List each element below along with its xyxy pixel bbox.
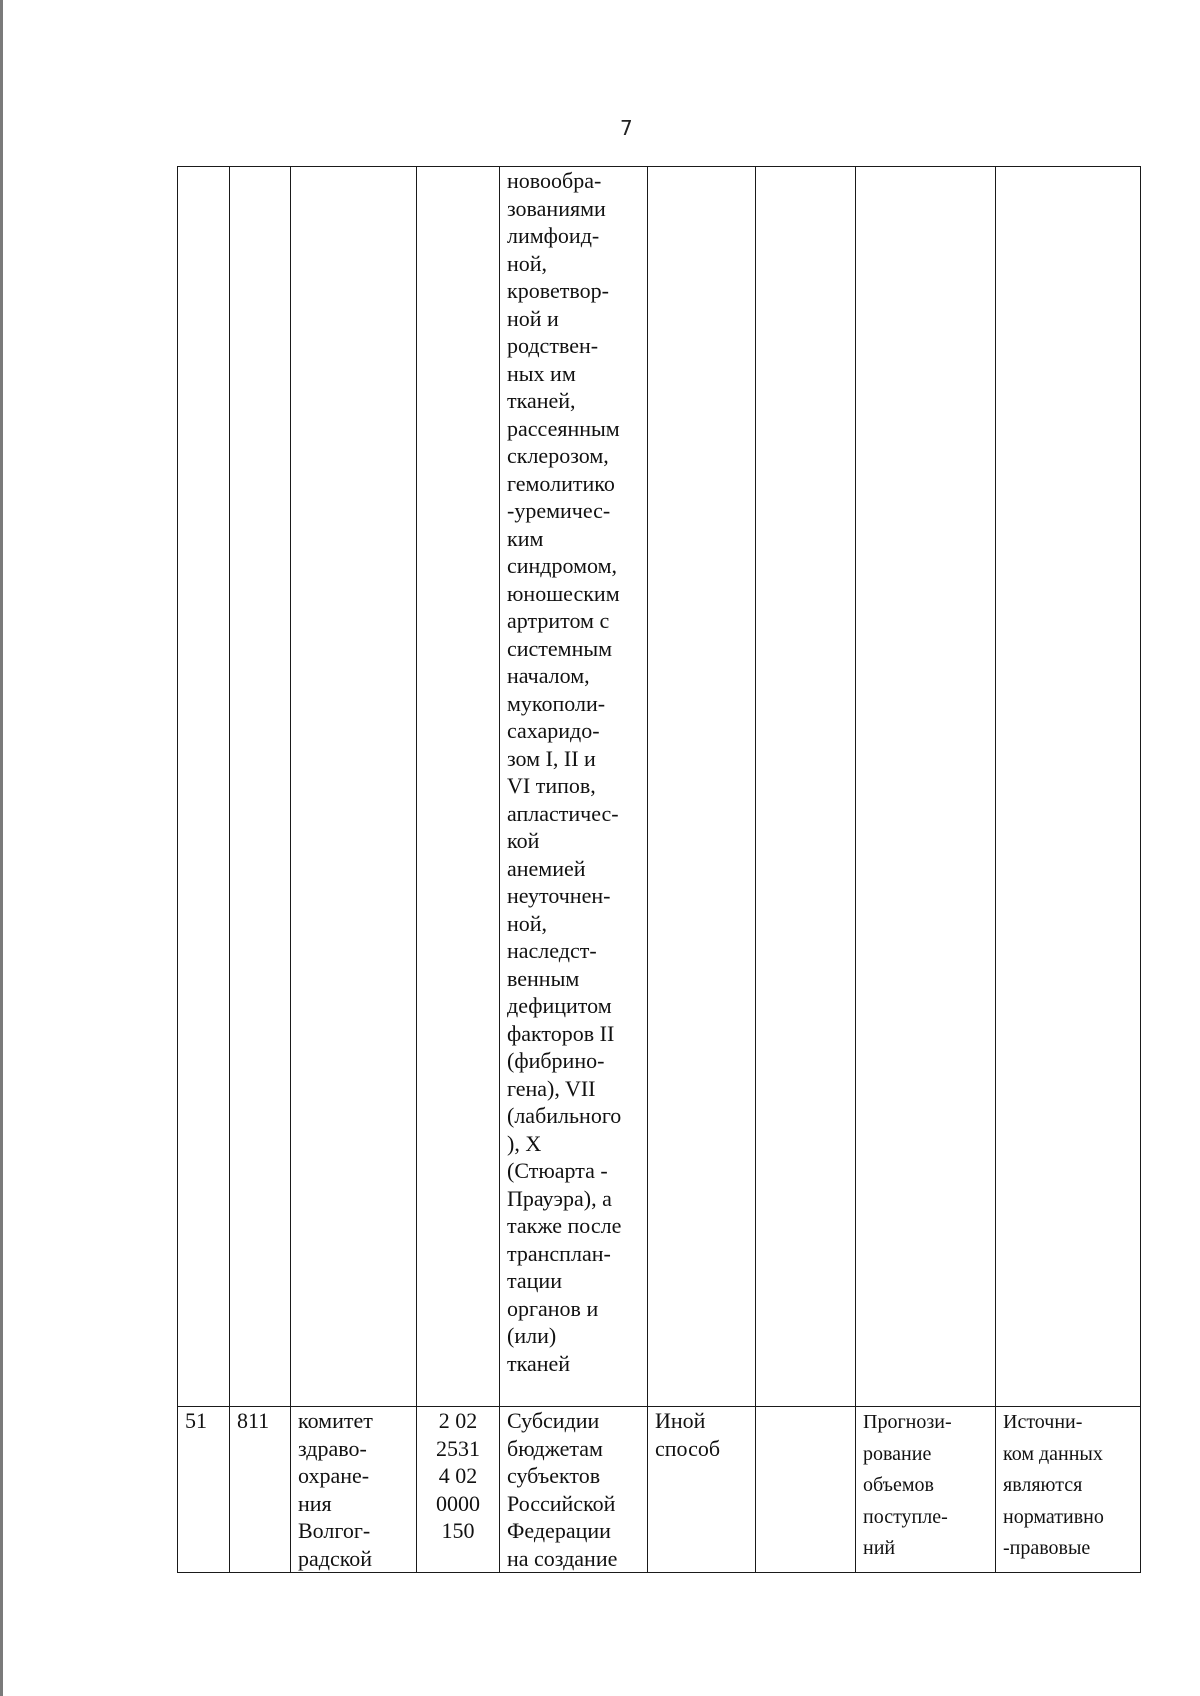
admin-name: комитет здраво- охране- ния Волгог- радской — [298, 1408, 373, 1571]
cell-revenue-name — [500, 1407, 648, 1573]
cell-revenue-name — [500, 167, 648, 1407]
cell-description — [996, 167, 1141, 1407]
forecast-method: Иной способ — [655, 1408, 721, 1461]
table-row-continuation — [178, 167, 1141, 1407]
page-number: 7 — [620, 116, 633, 140]
cell-method — [648, 167, 756, 1407]
algorithm: Прогнози- рование объемов поступле- ний — [863, 1411, 952, 1559]
cell-admin-code — [230, 1407, 291, 1573]
admin-code: 811 — [237, 1408, 270, 1433]
cell-algorithm — [856, 1407, 996, 1573]
cell-num — [178, 167, 230, 1407]
cell-formula — [756, 1407, 856, 1573]
cell-method — [648, 1407, 756, 1573]
revenue-name-continued-text: новообра- зованиями лимфоид- ной, кроветвор- ной и родствен- ных им тканей, рассеянным склерозом, гемолитико -уремичес- ким синдромом, юношеским артритом с системным началом, мукополи- сахаридо- зом I, II и VI типов, апластичес- кой анемией неуточнен- ной, наследст- венным дефицитом факторов II (фибрино- гена), VII (лабильного ), X (Стюарта - Прауэра), а также после трансплан- тации органов и (или) тканей — [507, 168, 622, 1376]
table-row-51 — [178, 1407, 1141, 1573]
cell-admin-name — [291, 1407, 417, 1573]
revenue-name: Субсидии бюджетам субъектов Российской Федерации на создание — [507, 1408, 618, 1571]
cell-algorithm — [856, 167, 996, 1407]
cell-description — [996, 1407, 1141, 1573]
scan-left-edge — [0, 0, 3, 1696]
cell-kbk — [417, 1407, 500, 1573]
data-source-description: Источни- ком данных являются нормативно -правовые — [1003, 1411, 1104, 1559]
row-number: 51 — [185, 1408, 207, 1433]
cell-kbk — [417, 167, 500, 1407]
revenue-table — [177, 166, 1141, 1573]
cell-admin-name — [291, 167, 417, 1407]
cell-formula — [756, 167, 856, 1407]
cell-num — [178, 1407, 230, 1573]
cell-admin-code — [230, 167, 291, 1407]
kbk-code: 2 02 2531 4 02 0000 150 — [436, 1408, 480, 1543]
